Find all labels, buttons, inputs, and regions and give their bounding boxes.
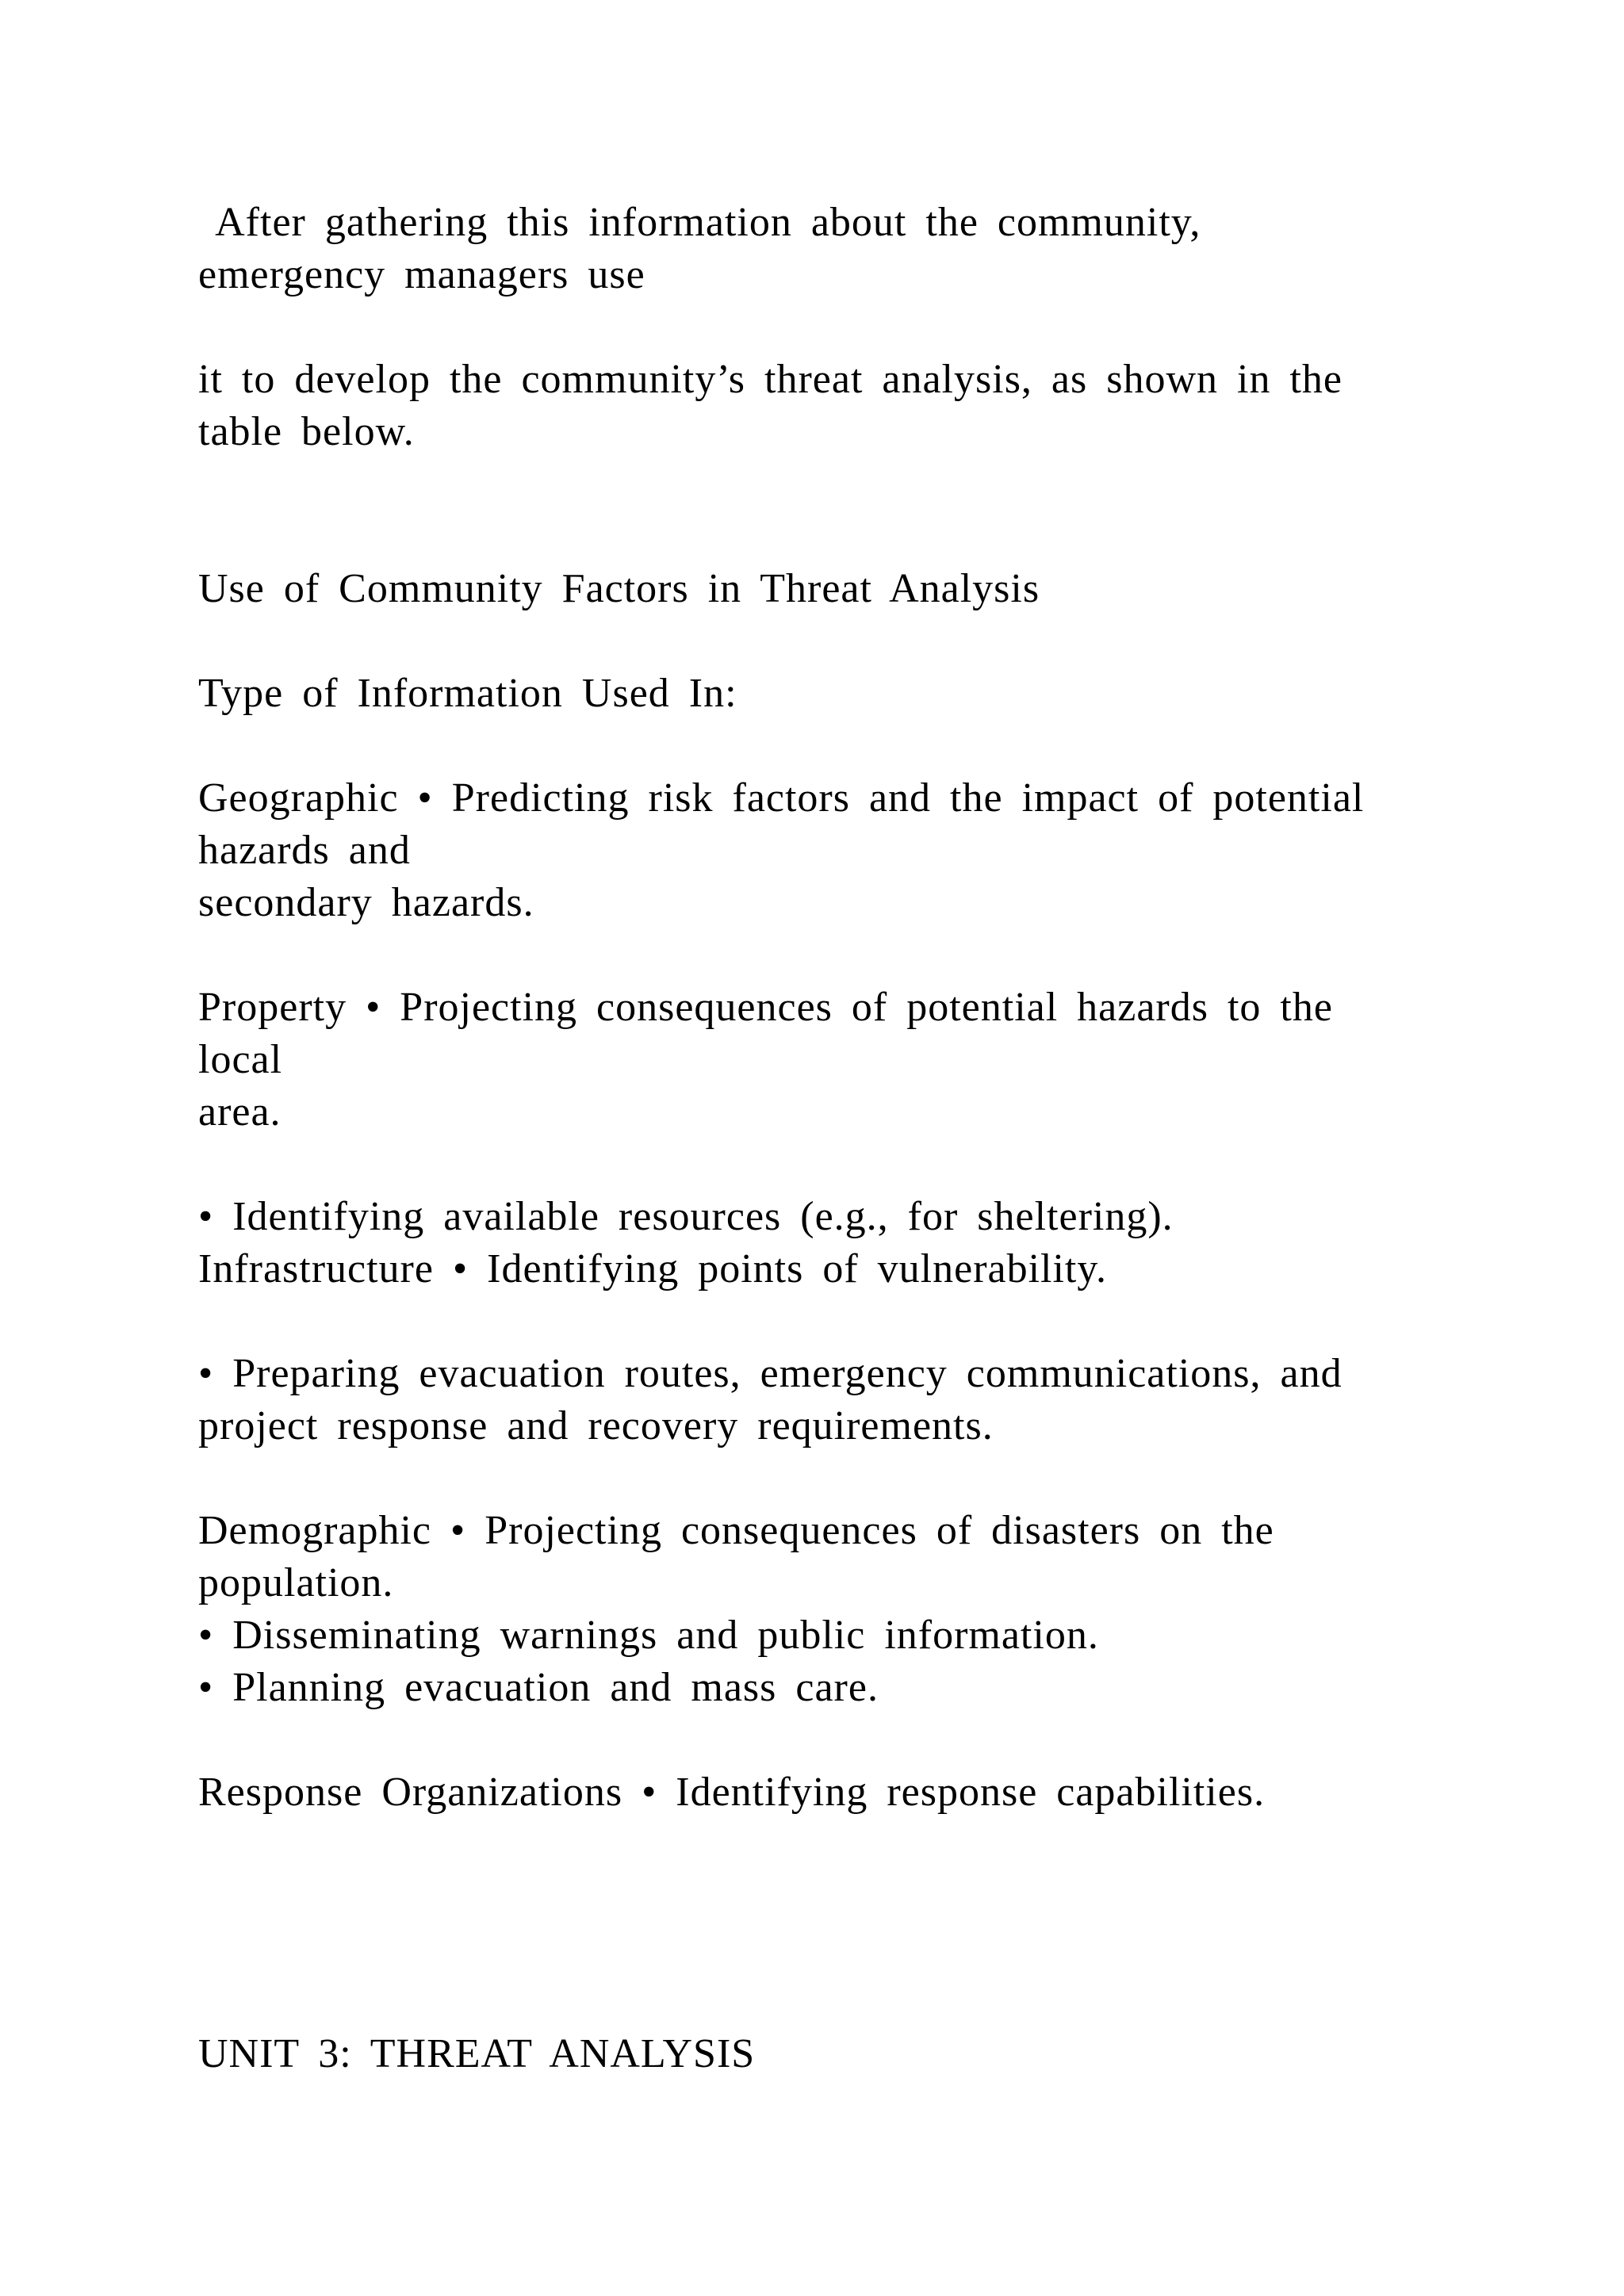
demographic-line-1: Demographic • Projecting consequences of disasters on the: [198, 1508, 1274, 1553]
geographic-line-1: Geographic • Predicting risk factors and the impact of potential: [198, 775, 1365, 821]
table-header: Type of Information Used In:: [198, 671, 737, 716]
intro-line-3: it to develop the community’s threat analysis, as shown in the: [198, 357, 1343, 402]
intro-line-2: emergency managers use: [198, 252, 645, 297]
geographic-line-2: hazards and: [198, 828, 411, 873]
table-title: Use of Community Factors in Threat Analysis: [198, 566, 1040, 611]
geographic-line-3: secondary hazards.: [198, 880, 534, 925]
infrastructure-line-4: project response and recovery requirements.: [198, 1403, 994, 1448]
infrastructure-line-1: • Identifying available resources (e.g., for sheltering).: [198, 1194, 1174, 1239]
property-line-2: local: [198, 1037, 283, 1082]
demographic-line-2: population.: [198, 1560, 394, 1605]
demographic-line-3: • Disseminating warnings and public information.: [198, 1613, 1099, 1658]
property-line-3: area.: [198, 1089, 282, 1135]
property-line-1: Property • Projecting consequences of potential hazards to the: [198, 985, 1333, 1030]
infrastructure-line-3: • Preparing evacuation routes, emergency communications, and: [198, 1351, 1342, 1396]
intro-line-4: table below.: [198, 409, 415, 454]
demographic-line-4: • Planning evacuation and mass care.: [198, 1665, 879, 1710]
response-line-1: Response Organizations • Identifying response capabilities.: [198, 1770, 1266, 1815]
intro-line-1: After gathering this information about the community,: [198, 200, 1201, 245]
footer-unit-title: UNIT 3: THREAT ANALYSIS: [198, 2031, 756, 2076]
infrastructure-line-2: Infrastructure • Identifying points of vulnerability.: [198, 1246, 1107, 1292]
